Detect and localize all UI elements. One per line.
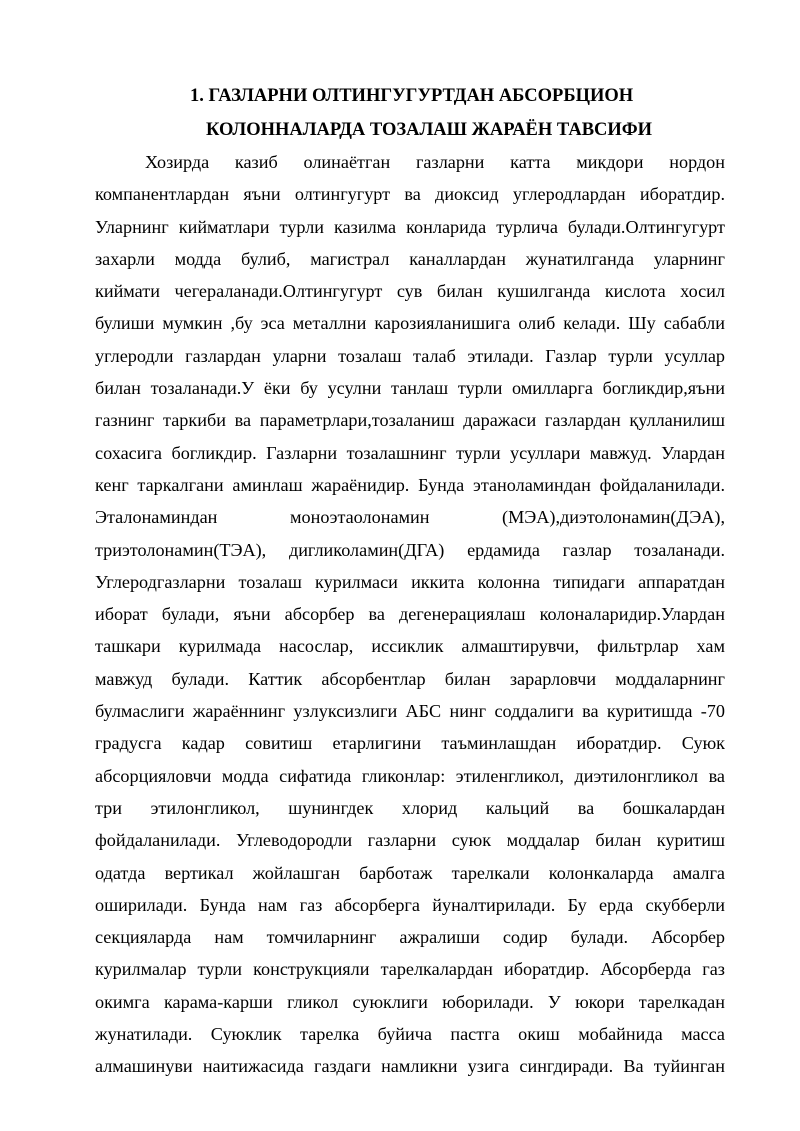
text-line: сохасига богликдир. Газларни тозалашнинг турли усуллари мавжуд. Улардан (95, 442, 725, 463)
text-line: Эталонаминдан моноэтаолонамин (МЭА),диэтолонамин(ДЭА), (95, 507, 725, 528)
text-line: углеродли газлардан уларни тозалаш талаб этилади. Газлар турли усуллар (95, 345, 725, 366)
text-line: газнинг таркиби ва параметрлари,тозаланиш даражаси газлардан қулланилиш (95, 410, 725, 431)
text-line: кенг таркалгани аминлаш жараёнидир. Бунда этаноламиндан фойдаланилади. (95, 474, 725, 495)
text-line: триэтолонамин(ТЭА), дигликоламин(ДГА) ердамида газлар тозаланади. (95, 539, 725, 560)
text-line: булиши мумкин ,бу эса металлни карозияланишига олиб келади. Шу сабабли (95, 313, 725, 334)
text-line: мавжуд булади. Каттик абсорбентлар билан зарарловчи моддаларнинг (95, 668, 725, 689)
text-line: булмаслиги жараённинг узлуксизлиги АБС нинг соддалиги ва куритишда -70 (95, 701, 725, 722)
text-line: ташкари курилмада насослар, иссиклик алмаштирувчи, фильтрлар хам (95, 636, 725, 657)
text-line: градусга кадар совитиш етарлигини таъминлашдан иборатдир. Суюк (95, 733, 725, 754)
text-line: захарли модда булиб, магистрал каналлардан жунатилганда уларнинг (95, 248, 725, 269)
text-line: абсорцияловчи модда сифатида гликонлар: этиленгликол, диэтилонгликол ва (95, 765, 725, 786)
heading-text-1: 1. ГАЗЛАРНИ ОЛТИНГУГУРТДАН АБСОРБЦИОН (190, 86, 634, 106)
text-line: Уларнинг кийматлари турли казилма конларида турлича булади.Олтингугурт (95, 216, 725, 237)
text-line: Хозирда казиб олинаётган газларни катта микдори нордон (145, 152, 725, 172)
text-line: Углеродгазларни тозалаш курилмаси иккита колонна типидаги аппаратдан (95, 571, 725, 592)
text-line: одатда вертикал жойлашган барботаж тарелкали колонкаларда амалга (95, 862, 725, 883)
text-line: курилмалар турли конструкцияли тарелкалардан иборатдир. Абсорберда газ (95, 959, 725, 980)
text-line: окимга карама-карши гликол суюклиги юборилади. У юкори тарелкадан (95, 991, 725, 1012)
heading-text-2: КОЛОННАЛАРДА ТОЗАЛАШ ЖАРАЁН ТАВСИФИ (206, 120, 653, 140)
text-line: билан тозаланади.У ёки бу усулни танлаш турли омилларга богликдир,яъни (95, 378, 725, 399)
text-line: киймати чегераланади.Олтингугурт сув билан кушилганда кислота хосил (95, 281, 725, 302)
text-line: фойдаланилади. Углеводородли газларни суюк моддалар билан куритиш (95, 830, 725, 851)
text-line: жунатилади. Суюклик тарелка буйича пастга окиш мобайнида масса (95, 1024, 725, 1045)
text-line: секцияларда нам томчиларнинг ажралиши содир булади. Абсорбер (95, 927, 725, 948)
text-line: три этилонгликол, шунингдек хлорид кальций ва бошкалардан (95, 797, 725, 818)
text-line: алмашинуви наитижасида газдаги намликни узига сингдиради. Ва туйинган (95, 1056, 725, 1077)
text-line: иборат булади, яъни абсорбер ва дегенерациялаш колоналаридир.Улардан (95, 604, 725, 625)
body-paragraph (95, 146, 725, 1083)
text-line: оширилади. Бунда нам газ абсорберга йуналтирилади. Бу ерда скубберли (95, 894, 725, 915)
text-line: компанентлардан яъни олтингугурт ва диоксид углеродлардан иборатдир. (95, 184, 725, 205)
